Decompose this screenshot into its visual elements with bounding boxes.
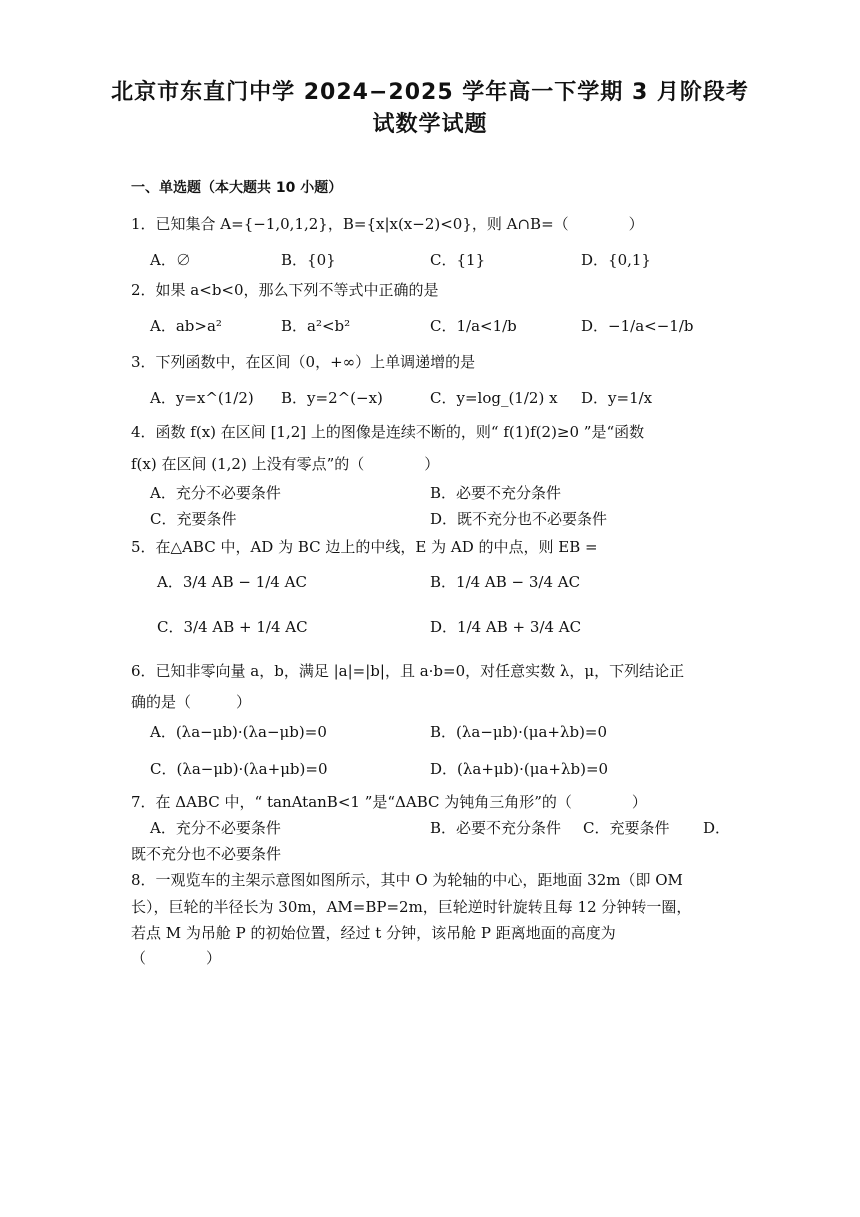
q4-option-c: C．充要条件 — [150, 510, 237, 528]
q2-option-b: B．a²<b² — [281, 317, 351, 335]
question-4-line-1: 4．函数 f(x) 在区间 [1,2] 上的图像是连续不断的，则“ f(1)f(2)≥0 ”是“函数 — [131, 423, 645, 441]
q4-option-a: A．充分不必要条件 — [150, 484, 281, 502]
question-8-line-4: （ ） — [131, 949, 222, 967]
question-4-line-2: f(x) 在区间 (1,2) 上没有零点”的（ ） — [131, 455, 440, 473]
question-2: 2．如果 a<b<0，那么下列不等式中正确的是 — [131, 281, 439, 299]
q3-option-d: D．y=1/x — [581, 389, 653, 407]
q1-option-a: A．∅ — [150, 251, 191, 269]
q7-option-b: B．必要不充分条件 — [430, 819, 562, 837]
q4-option-b: B．必要不充分条件 — [430, 484, 562, 502]
q6-option-d: D．(λa+μb)·(μa+λb)=0 — [430, 760, 609, 778]
q6-option-b: B．(λa−μb)·(μa+λb)=0 — [430, 723, 608, 741]
question-6-line-1: 6．已知非零向量 a，b，满足 |a|=|b|，且 a·b=0，对任意实数 λ，μ，下列结论正 — [131, 662, 685, 680]
q7-option-c: C．充要条件 — [583, 819, 670, 837]
question-5: 5．在△ABC 中，AD 为 BC 边上的中线，E 为 AD 的中点，则 EB = — [131, 538, 598, 556]
q3-option-b: B．y=2^(−x) — [281, 389, 383, 407]
question-8-line-2: 长），巨轮的半径长为 30m，AM=BP=2m，巨轮逆时针旋转且每 12 分钟转一圈， — [131, 898, 692, 916]
section-heading: 一、单选题（本大题共 10 小题） — [131, 180, 343, 196]
q2-option-c: C．1/a<1/b — [430, 317, 517, 335]
q1-option-b: B．{0} — [281, 251, 336, 269]
question-8-line-3: 若点 M 为吊舱 P 的初始位置，经过 t 分钟，该吊舱 P 距离地面的高度为 — [131, 924, 616, 942]
q5-option-b: B．1/4 AB − 3/4 AC — [430, 573, 581, 591]
q1-option-c: C．{1} — [430, 251, 486, 269]
q3-option-a: A．y=x^(1/2) — [150, 389, 254, 407]
question-7: 7．在 ΔABC 中，“ tanAtanB<1 ”是“ΔABC 为钝角三角形”的（ ） — [131, 793, 647, 811]
question-1: 1．已知集合 A={−1,0,1,2}，B={x|x(x−2)<0}，则 A∩B=（ ） — [131, 215, 644, 233]
q7-option-a: A．充分不必要条件 — [150, 819, 281, 837]
q2-option-d: D．−1/a<−1/b — [581, 317, 694, 335]
q7-option-d: D． — [703, 819, 731, 837]
q7-option-d-continued: 既不充分也不必要条件 — [131, 845, 282, 863]
question-3: 3．下列函数中，在区间（0，+∞）上单调递增的是 — [131, 353, 476, 371]
q1-option-d: D．{0,1} — [581, 251, 651, 269]
question-6-line-2: 确的是（ ） — [131, 693, 252, 711]
page-title-line-2: 试数学试题 — [372, 112, 488, 137]
q5-option-a: A．3/4 AB − 1/4 AC — [157, 573, 307, 591]
q6-option-c: C．(λa−μb)·(λa+μb)=0 — [150, 760, 328, 778]
q4-option-d: D．既不充分也不必要条件 — [430, 510, 608, 528]
q5-option-d: D．1/4 AB + 3/4 AC — [430, 618, 582, 636]
q3-option-c: C．y=log_(1/2) x — [430, 389, 558, 407]
q5-option-c: C．3/4 AB + 1/4 AC — [157, 618, 308, 636]
q2-option-a: A．ab>a² — [150, 317, 222, 335]
page-title-line-1: 北京市东直门中学 2024−2025 学年高一下学期 3 月阶段考 — [111, 80, 749, 105]
question-8-line-1: 8．一观览车的主架示意图如图所示，其中 O 为轮轴的中心，距地面 32m（即 OM — [131, 871, 683, 889]
q6-option-a: A．(λa−μb)·(λa−μb)=0 — [150, 723, 327, 741]
